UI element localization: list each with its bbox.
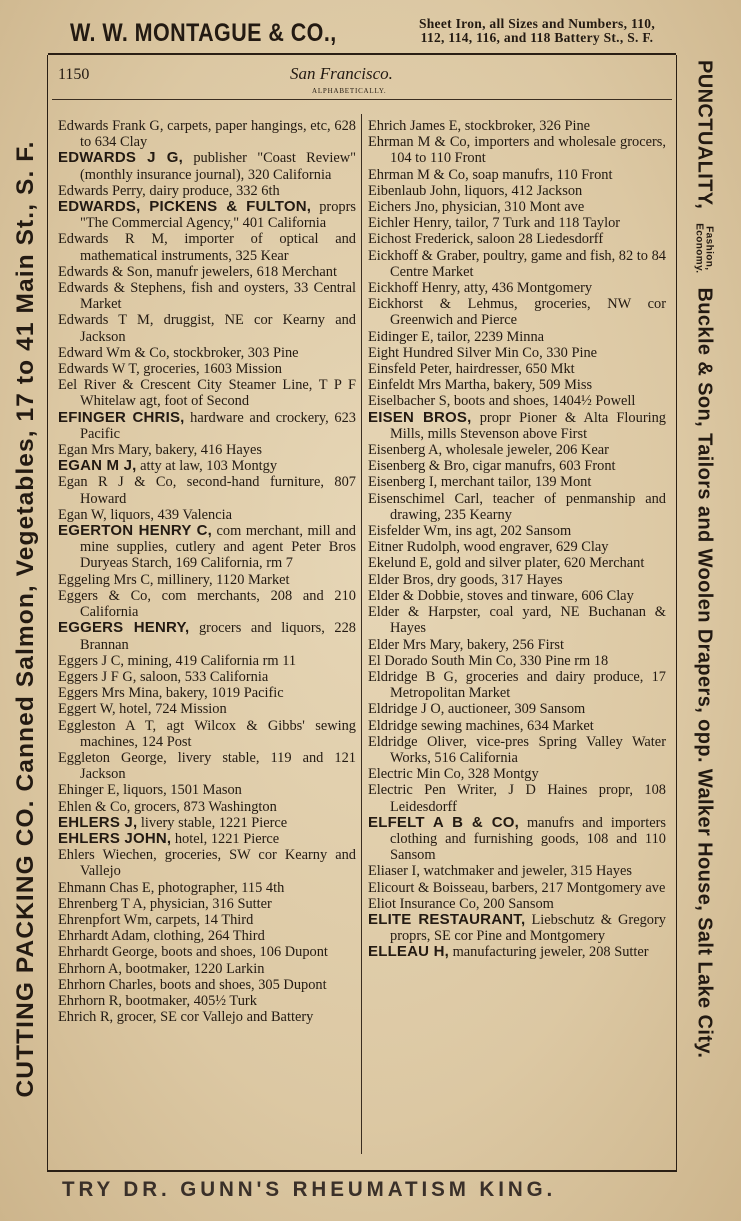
entry-text: Eldridge Oliver, vice-pres Spring Valley Water Works, 516 California [368,733,666,766]
directory-entry [58,588,356,620]
entry-text: manufrs and importers clothing and furnishing goods, 108 and 110 Sansom [390,814,666,864]
entry-text: Ehrhorn A, bootmaker, 1220 Larkin [58,960,265,977]
directory-entry [58,750,356,782]
directory-entry [368,377,666,393]
entry-text: Edwards Frank G, carpets, paper hangings, etc, 628 to 634 Clay [58,118,356,151]
directory-entry [368,248,666,280]
entry-text: Eggleton George, livery stable, 119 and 121 Jackson [58,749,356,783]
page-title: San Francisco. [290,64,393,83]
directory-entry [58,620,356,652]
entry-text: Eisenberg A, wholesale jeweler, 206 Kear [368,442,609,459]
entry-text: Egan W, liquors, 439 Valencia [58,506,232,523]
entry-text: Ehrich R, grocer, SE cor Vallejo and Battery [58,1009,314,1026]
directory-entry [58,928,356,944]
directory-entry [58,183,356,199]
directory-entry [368,880,666,896]
directory-entry [58,896,356,912]
directory-entry [368,199,666,215]
entry-bold-name: EGGERS HENRY, [58,619,190,637]
entry-text: El Dorado South Min Co, 330 Pine rm 18 [368,652,609,669]
directory-entry [58,280,356,312]
directory-entry [368,393,666,409]
entry-text: Elder Mrs Mary, bakery, 256 First [368,636,564,653]
top-rule [48,53,676,55]
entry-text: Elder & Dobbie, stoves and tinware, 606 Clay [368,587,634,604]
entry-bold-name: EDWARDS J G, [58,149,184,167]
directory-entry [368,118,666,134]
directory-entry [58,685,356,701]
directory-entry [368,474,666,490]
entry-text: publisher "Coast Review" (monthly insurance journal), 320 California [80,150,356,183]
entry-text: Eisfelder Wm, ins agt, 202 Sansom [368,523,572,540]
entry-text: Egan Mrs Mary, bakery, 416 Hayes [58,442,262,459]
entry-text: Ehrenberg T A, physician, 316 Sutter [58,895,272,912]
entry-text: Eichler Henry, tailor, 7 Turk and 118 Taylor [368,215,621,232]
directory-entry [368,912,666,944]
entry-bold-name: EHLERS J, [58,813,138,831]
entry-text: Eisenberg & Bro, cigar manufrs, 603 Front [368,458,616,475]
entry-text: Eichost Frederick, saloon 28 Liedesdorff [368,231,604,248]
entry-text: Edwards Perry, dairy produce, 332 6th [58,182,280,199]
directory-entry [368,588,666,604]
directory-entry [368,231,666,247]
directory-entry [368,604,666,636]
directory-entry [58,993,356,1009]
entry-bold-name: EISEN BROS, [368,408,472,426]
entry-bold-name: ELFELT A B & CO, [368,813,519,831]
directory-entry [368,183,666,199]
directory-entry [58,847,356,879]
left-margin-advertisement [6,60,46,1178]
directory-entry [58,231,356,263]
directory-entry [368,329,666,345]
entry-text: proprs "The Commercial Agency," 401 California [80,199,357,232]
entry-text: Einsfeld Peter, hairdresser, 650 Mkt [368,361,575,378]
directory-entry [368,167,666,183]
frame-left-rule [47,55,48,1172]
column-divider [361,114,362,1154]
entry-text: Electric Min Co, 328 Montgy [368,766,539,783]
entry-bold-name: EFINGER CHRIS, [58,408,185,426]
directory-entry [368,280,666,296]
entry-text: Edwards & Son, manufr jewelers, 618 Merchant [58,263,337,280]
directory-entry [58,572,356,588]
directory-entry [58,831,356,847]
entry-text: Liebschutz & Gregory proprs, SE cor Pine and Montgomery [390,911,666,945]
entry-text: Einfeldt Mrs Martha, bakery, 509 Miss [368,377,593,394]
directory-entry [58,442,356,458]
directory-entry [368,539,666,555]
directory-entry [368,361,666,377]
entry-text: hotel, 1221 Pierce [171,830,280,847]
directory-entry [58,458,356,474]
directory-entry [368,458,666,474]
directory-entry [58,961,356,977]
directory-entry [368,555,666,571]
entry-bold-name: ELLEAU H, [368,943,449,961]
entry-text: Edward Wm & Co, stockbroker, 303 Pine [58,344,299,361]
entry-text: Elicourt & Boisseau, barbers, 217 Montgomery ave [368,879,666,896]
entry-text: Eisenberg I, merchant tailor, 139 Mont [368,474,592,491]
entry-text: Eggers & Co, com merchants, 208 and 210 California [58,587,356,621]
entry-text: Eitner Rudolph, wood engraver, 629 Clay [368,539,609,556]
entry-text: Eliot Insurance Co, 200 Sansom [368,895,554,912]
entry-text: Ehrman M & Co, importers and wholesale grocers, 104 to 110 Front [368,134,666,167]
right-ad-word: PUNCTUALITY, [693,60,716,210]
directory-entry [368,653,666,669]
entry-bold-name: EHLERS JOHN, [58,829,172,847]
directory-entry [368,718,666,734]
entry-text: atty at law, 103 Montgy [136,458,278,475]
right-column [368,118,666,961]
directory-entry [58,150,356,182]
directory-entry [368,491,666,523]
directory-entry [58,118,356,150]
entry-text: Ehrhardt George, boots and shoes, 106 Dupont [58,944,328,961]
entry-text: Eickhoff Henry, atty, 436 Montgomery [368,280,593,297]
directory-entry [58,523,356,572]
bottom-advertisement: TRY DR. GUNN'S RHEUMATISM KING. [62,1178,557,1201]
entry-text: Elder Bros, dry goods, 317 Hayes [368,571,563,588]
entry-text: Ehrenpfort Wm, carpets, 14 Third [58,911,254,928]
directory-entry [368,637,666,653]
directory-entry [58,718,356,750]
header-rule [52,99,672,100]
entry-text: propr Pioner & Alta Flouring Mills, mills Stevenson above First [390,409,666,442]
entry-text: com merchant, mill and mine supplies, cutlery and agent Peter Bros Duryeas Starch, 169 California, rm 7 [80,523,356,572]
entry-text: Eight Hundred Silver Min Co, 330 Pine [368,344,598,361]
top-advertisement [48,14,688,52]
entry-text: Eggers J C, mining, 419 California rm 11 [58,652,297,669]
entry-bold-name: EDWARDS, PICKENS & FULTON, [58,198,312,216]
entry-text: Edwards T M, druggist, NE cor Kearny and Jackson [58,312,356,345]
entry-text: Eidinger E, tailor, 2239 Minna [368,328,545,345]
entry-text: Edwards R M, importer of optical and mathematical instruments, 325 Kear [58,231,356,264]
entry-text: Ehlers Wiechen, groceries, SW cor Kearny and Vallejo [58,847,356,880]
directory-entry [368,523,666,539]
page-subtitle: ALPHABETICALLY. [312,87,387,95]
top-ad-desc-line1: Sheet Iron, all Sizes and Numbers, 110, [418,16,656,31]
entry-text: Eggers Mrs Mina, bakery, 1019 Pacific [58,685,284,702]
directory-entry [58,345,356,361]
entry-text: grocers and liquors, 228 Brannan [80,620,356,653]
directory-entry [58,474,356,506]
top-ad-company-name: W. W. MONTAGUE & CO., [70,18,337,47]
directory-entry [58,361,356,377]
entry-text: Eisenschimel Carl, teacher of penmanship and drawing, 235 Kearny [368,490,666,523]
entry-text: Eickhorst & Lehmus, groceries, NW cor Greenwich and Pierce [368,296,666,329]
frame-right-rule [676,55,677,1172]
directory-entry [368,669,666,701]
directory-entry [58,507,356,523]
entry-text: Eliaser I, watchmaker and jeweler, 315 Hayes [368,863,632,880]
entry-text: Electric Pen Writer, J D Haines propr, 108 Leidesdorff [368,782,666,815]
entry-text: Eichers Jno, physician, 310 Mont ave [368,199,585,216]
entry-bold-name: EGERTON HENRY C, [58,522,212,540]
bottom-rule [48,1170,676,1172]
directory-entry [58,1009,356,1025]
entry-text: Eggert W, hotel, 724 Mission [58,701,227,718]
entry-bold-name: ELITE RESTAURANT, [368,910,526,928]
entry-text: Ehrhardt Adam, clothing, 264 Third [58,928,265,945]
right-ad-small [694,223,714,273]
directory-entry [368,863,666,879]
entry-text: Eiselbacher S, boots and shoes, 1404½ Powell [368,393,636,410]
directory-entry [368,766,666,782]
right-margin-advertisement [680,60,728,1140]
entry-text: Eggleston A T, agt Wilcox & Gibbs' sewing machines, 124 Post [58,717,356,750]
entry-text: hardware and crockery, 623 Pacific [80,409,356,442]
entry-text: Ehlen & Co, grocers, 873 Washington [58,798,277,815]
directory-entry [58,977,356,993]
directory-entry [368,782,666,814]
directory-entry [58,799,356,815]
entry-text: Edwards & Stephens, fish and oysters, 33 Central Market [58,280,356,313]
directory-entry [368,215,666,231]
entry-text: Egan R J & Co, second-hand furniture, 807 Howard [58,474,356,507]
directory-entry [58,410,356,442]
entry-text: Eldridge B G, groceries and dairy produce, 17 Metropolitan Market [368,668,666,702]
directory-entry [368,410,666,442]
directory-entry [58,377,356,409]
directory-entry [368,345,666,361]
entry-text: Ekelund E, gold and silver plater, 620 Merchant [368,555,645,572]
directory-entry [58,782,356,798]
entry-text: Eldridge J O, auctioneer, 309 Sansom [368,701,586,718]
entry-text: Edwards W T, groceries, 1603 Mission [58,361,282,378]
directory-entry [368,134,666,166]
entry-text: Ehrich James E, stockbroker, 326 Pine [368,118,591,134]
entry-text: Ehrman M & Co, soap manufrs, 110 Front [368,166,613,183]
directory-entry [368,442,666,458]
directory-entry [368,572,666,588]
directory-entry [368,734,666,766]
directory-entry [58,199,356,231]
directory-entry [58,669,356,685]
directory-entry [368,896,666,912]
right-ad-small-2: Economy. [693,223,705,274]
left-column [58,118,356,1025]
entry-text: Eickhoff & Graber, poultry, game and fish, 82 to 84 Centre Market [368,247,666,280]
entry-text: Elder & Harpster, coal yard, NE Buchanan & Hayes [368,604,666,637]
directory-entry [58,312,356,344]
directory-entry [58,815,356,831]
entry-text: Eibenlaub John, liquors, 412 Jackson [368,182,583,199]
entry-text: livery stable, 1221 Pierce [137,814,288,831]
directory-entry [58,880,356,896]
top-ad-description [382,17,692,45]
directory-entry [368,815,666,864]
directory-entry [368,944,666,960]
directory-entry [368,296,666,328]
entry-text: Eggers J F G, saloon, 533 California [58,668,269,685]
entry-text: manufacturing jeweler, 208 Sutter [448,944,649,961]
right-ad-small-1: Fashion, [703,226,715,271]
entry-text: Ehrhorn R, bootmaker, 405½ Turk [58,992,257,1009]
directory-entry [58,912,356,928]
entry-bold-name: EGAN M J, [58,457,137,475]
page-number: 1150 [58,66,90,83]
left-ad-text: CUTTING PACKING CO. Canned Salmon, Vegetables, 17 to 41 Main St., S. F. [12,140,39,1098]
directory-entry [58,701,356,717]
entry-text: Eel River & Crescent City Steamer Line, T P F Whitelaw agt, foot of Second [58,377,356,410]
directory-entry [58,653,356,669]
entry-text: Eggeling Mrs C, millinery, 1120 Market [58,571,290,588]
directory-entry [368,701,666,717]
directory-entry [58,264,356,280]
entry-text: Eldridge sewing machines, 634 Market [368,717,594,734]
entry-text: Ehinger E, liquors, 1501 Mason [58,782,242,799]
directory-entry [58,944,356,960]
entry-text: Ehrhorn Charles, boots and shoes, 305 Dupont [58,976,327,993]
entry-text: Ehmann Chas E, photographer, 115 4th [58,879,285,896]
top-ad-desc-line2: 112, 114, 116, and 118 Battery St., S. F. [420,30,654,45]
right-ad-rest: Buckle & Son, Tailors and Woolen Drapers, opp. Walker House, Salt Lake City. [693,287,716,1059]
